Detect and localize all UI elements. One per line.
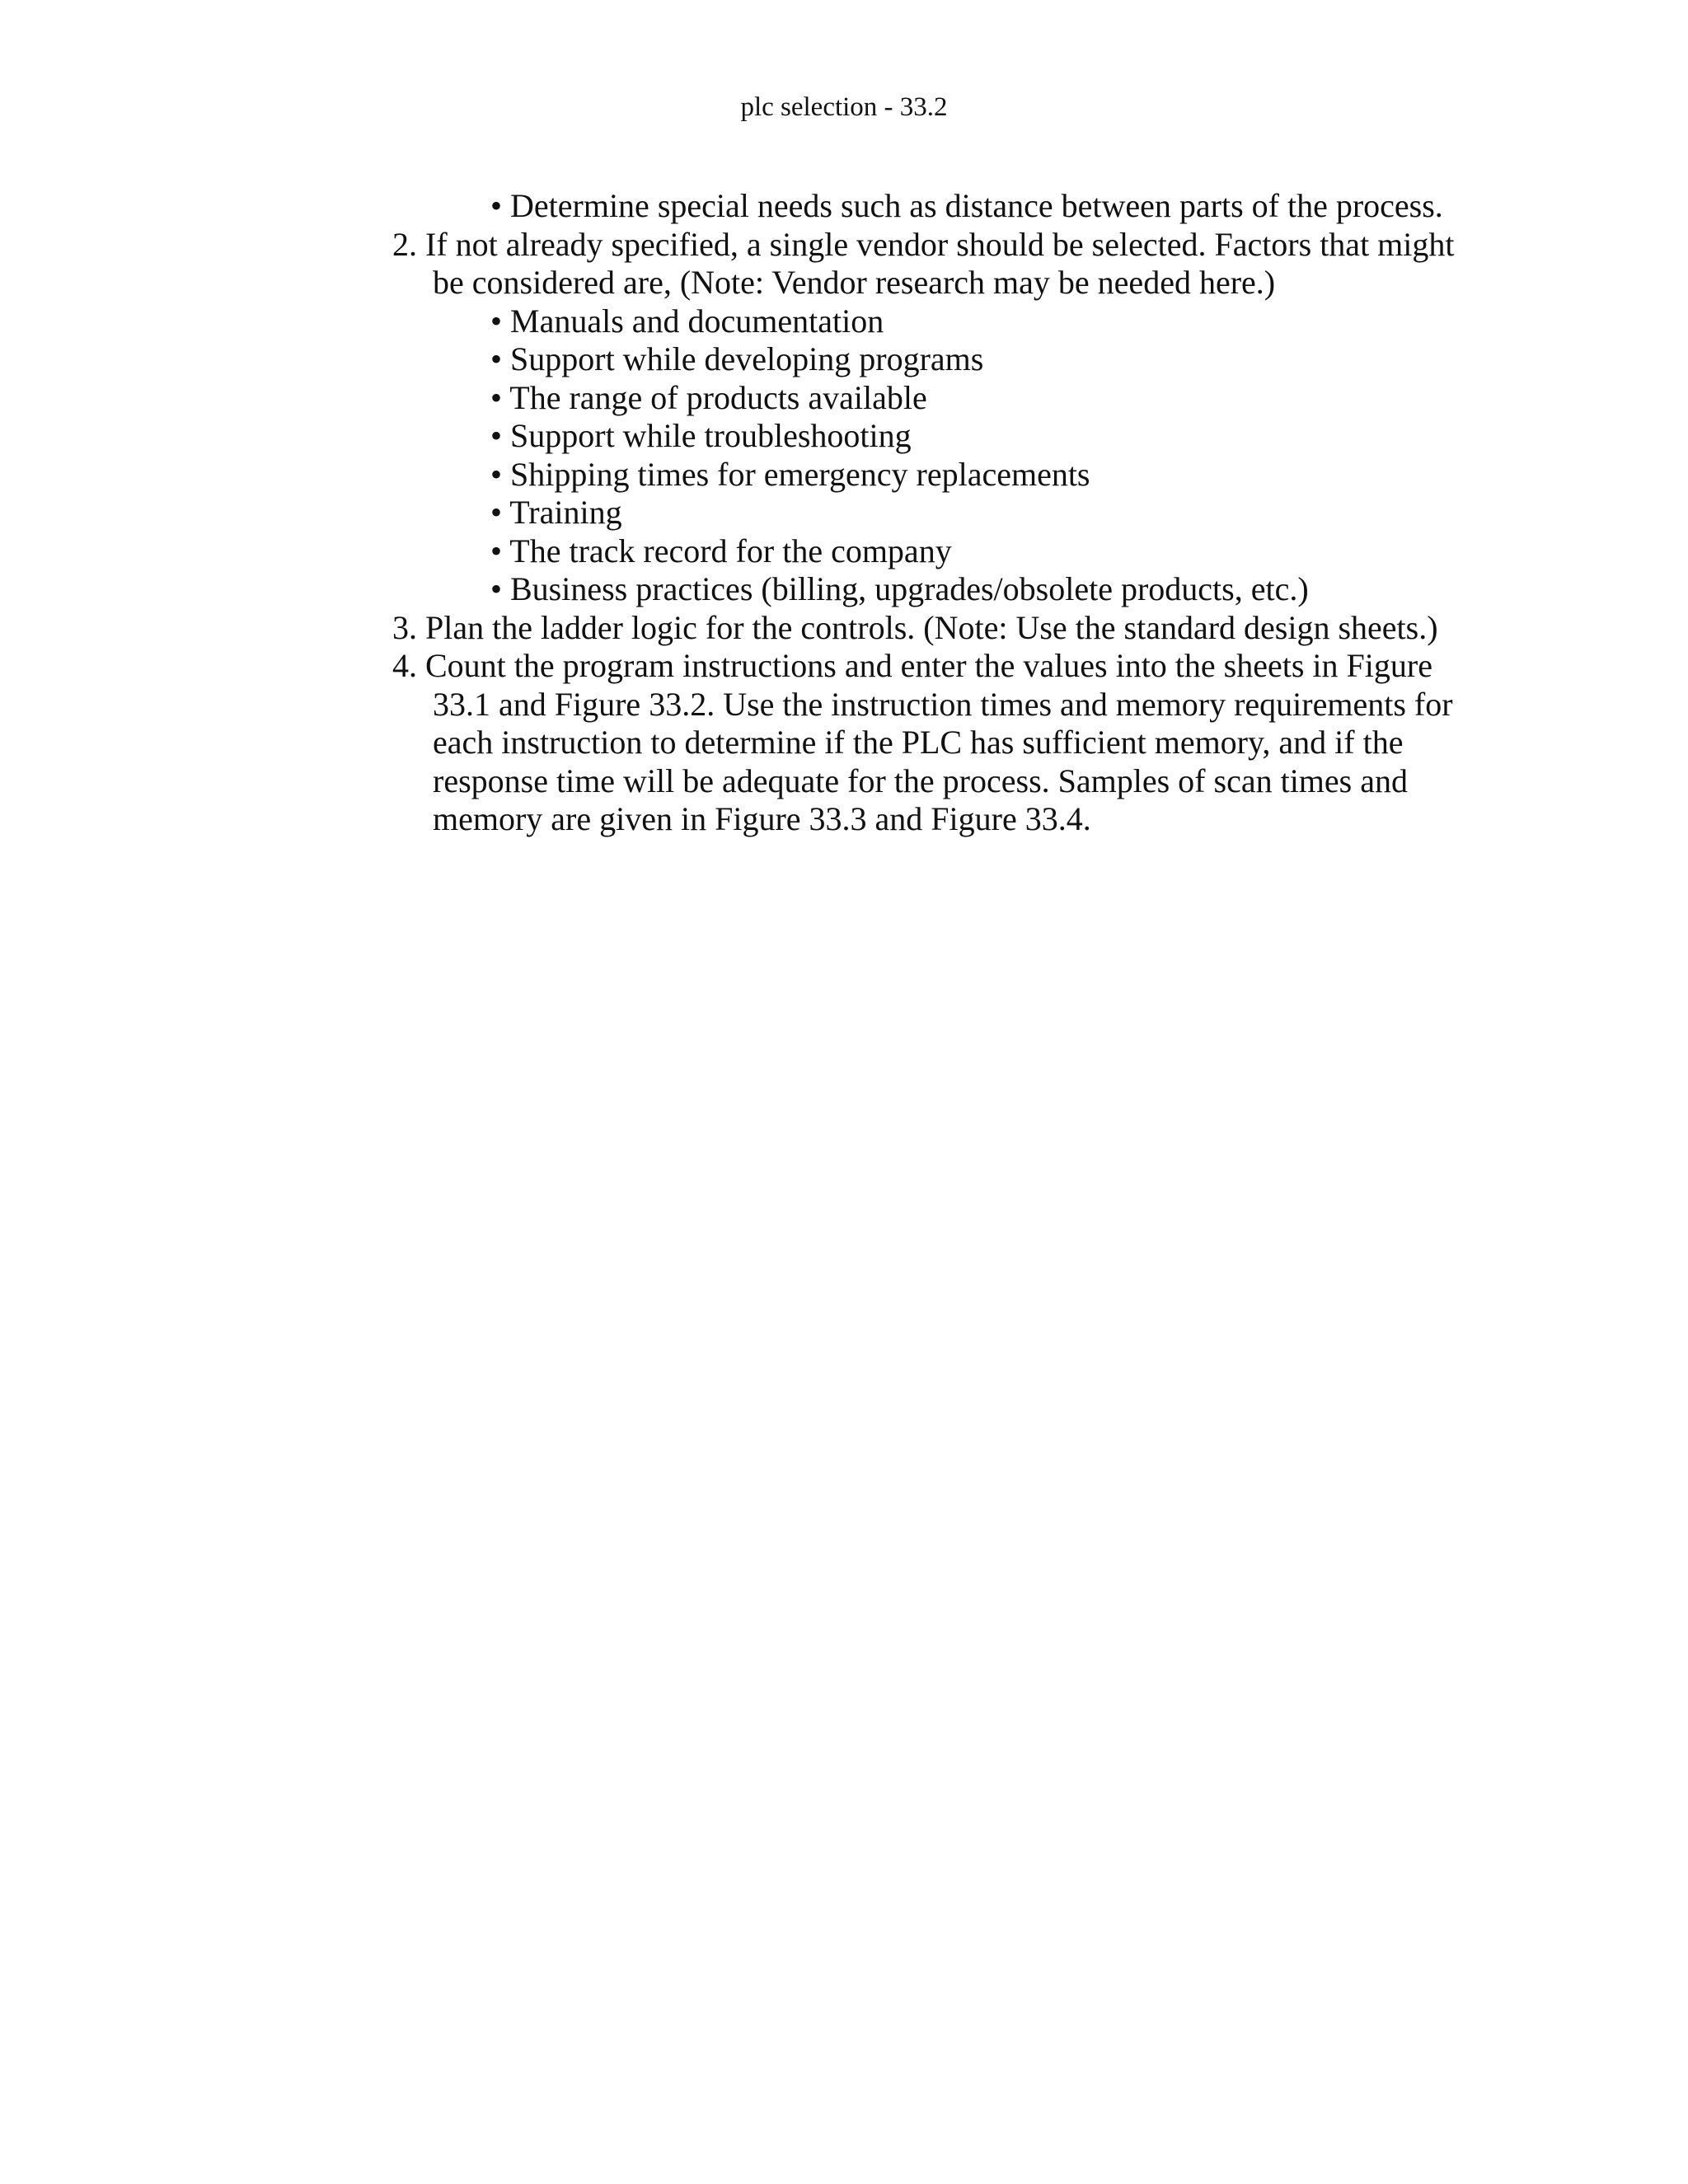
bullet-training: • Training xyxy=(490,494,622,531)
bullet-product-range: • The range of products available xyxy=(490,378,927,416)
item-4-line-5: memory are given in Figure 33.3 and Figure 33.4. xyxy=(433,800,1091,837)
bullet-track-record: • The track record for the company xyxy=(490,532,952,569)
item-4-line-3: each instruction to determine if the PLC has sufficient memory, and if the xyxy=(433,724,1404,761)
bullet-special-needs: • Determine special needs such as distance between parts of the process. xyxy=(490,187,1443,224)
item-2-line-1: 2. If not already specified, a single vendor should be selected. Factors that might xyxy=(392,225,1455,263)
item-2-line-2: be considered are, (Note: Vendor research may be needed here.) xyxy=(433,264,1276,301)
bullet-business-practices: • Business practices (billing, upgrades/obsolete products, etc.) xyxy=(490,570,1309,607)
document-body xyxy=(0,187,1688,839)
item-4-line-2: 33.1 and Figure 33.2. Use the instruction times and memory requirements for xyxy=(433,685,1453,723)
bullet-support-troubleshooting: • Support while troubleshooting xyxy=(490,417,912,454)
item-3-line-1: 3. Plan the ladder logic for the controls. (Note: Use the standard design sheets.) xyxy=(392,608,1438,646)
page-header: plc selection - 33.2 xyxy=(740,92,948,122)
bullet-shipping-times: • Shipping times for emergency replacements xyxy=(490,455,1090,493)
bullet-support-developing: • Support while developing programs xyxy=(490,340,984,377)
bullet-manuals: • Manuals and documentation xyxy=(490,302,884,340)
item-4-line-1: 4. Count the program instructions and enter the values into the sheets in Figure xyxy=(392,647,1432,684)
item-4-line-4: response time will be adequate for the process. Samples of scan times and xyxy=(433,762,1408,799)
